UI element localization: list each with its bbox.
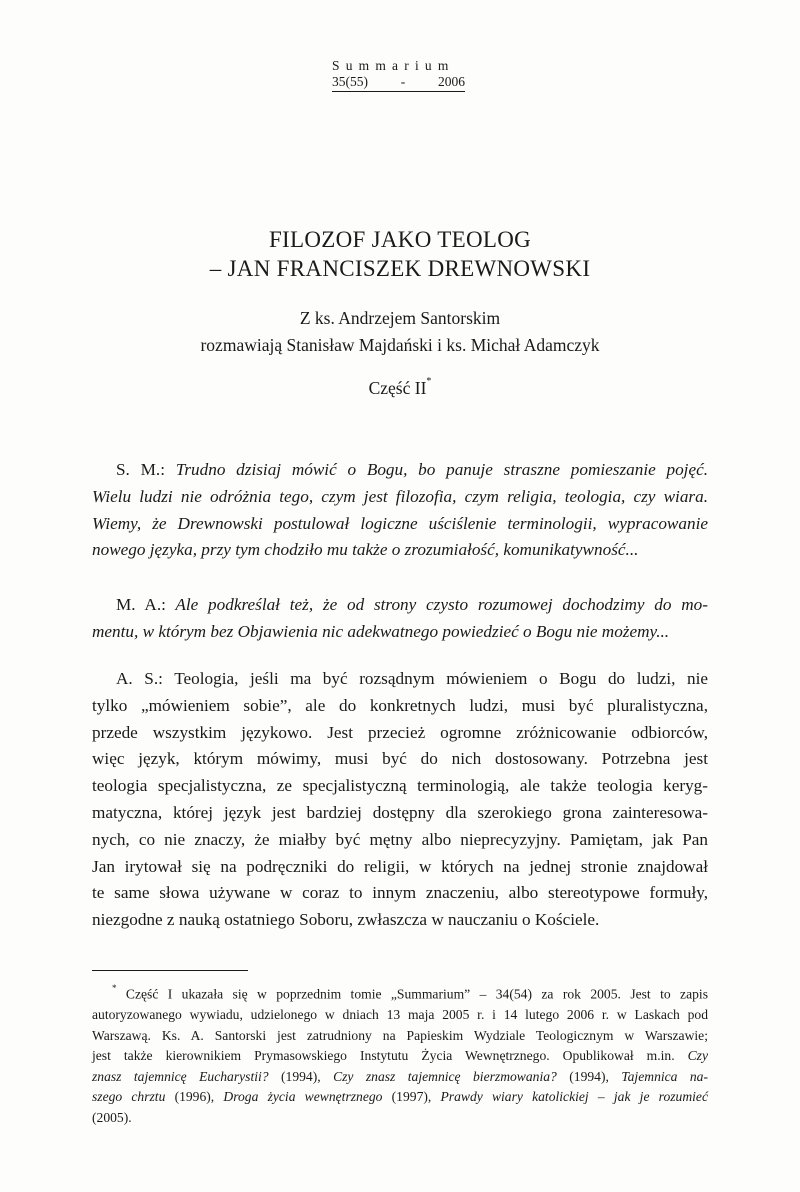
text-line: Wielu ludzi nie odróżnia tego, czym jest filozofia, czym religia, teologia, czy wiara.	[92, 486, 708, 506]
footnote-line	[92, 980, 708, 1005]
text-line: przede wszystkim językowo. Jest przecież ogromne zróżnicowanie odbiorców,	[92, 722, 708, 742]
journal-dash: -	[400, 74, 406, 89]
text-line: nych, co nie znaczy, że miałby być mętny albo nieprecyzyjny. Pamiętam, jak Pan	[92, 829, 708, 849]
text-line: Jan irytował się na podręczniki do religii, w których na jednej stronie znajdował	[92, 856, 708, 876]
speaker-label: M. A.:	[116, 595, 166, 614]
book-title: znasz tajemnicę Eucharystii?	[92, 1068, 269, 1084]
article-title	[0, 225, 800, 283]
footnote-line	[92, 1046, 708, 1067]
subtitle-line-1: Z ks. Andrzejem Santorskim	[299, 308, 501, 328]
text-line	[92, 457, 708, 484]
journal-volume: 35(55)	[332, 74, 368, 89]
paragraph-ma	[92, 592, 708, 646]
subtitle-line-2: rozmawiają Stanisław Majdański i ks. Michał Adamczyk	[200, 335, 600, 355]
paragraph-sm	[92, 457, 708, 564]
footnote-line: autoryzowanego wywiadu, udzielonego w dniach 13 maja 2005 r. i 14 lutego 2006 r. w Laskach pod	[92, 1007, 708, 1023]
footnote-divider	[92, 970, 248, 971]
journal-header	[332, 58, 465, 92]
text-line: więc język, którym mówimy, musi być do nich dostosowany. Potrzebna jest	[92, 749, 708, 769]
title-line-1: FILOZOF JAKO TEOLOG	[268, 227, 532, 252]
text-line: nowego języka, przy tym chodziło mu także o zrozumiałość, komunikatywność...	[92, 540, 639, 560]
text-line	[92, 592, 708, 619]
text-line	[92, 666, 708, 693]
footnote-line	[92, 1067, 708, 1088]
speaker-label: S. M.:	[116, 460, 165, 479]
text-line: te same słowa używane w coraz to innym znaczeniu, albo stereotypowe formuły,	[92, 883, 708, 903]
line-text: Trudno dzisiaj mówić o Bogu, bo panuje straszne pomieszanie pojęć.	[175, 460, 708, 479]
footnote-line: Warszawą. Ks. A. Santorski jest zatrudniony na Papieskim Wydziale Teologicznym w Warszawie;	[92, 1027, 708, 1043]
journal-year: 2006	[438, 74, 465, 89]
book-year: (1994),	[569, 1068, 609, 1084]
book-year: (1996),	[174, 1089, 215, 1105]
footnote-mark: *	[112, 983, 117, 993]
footnote	[92, 980, 708, 1128]
text-line: matyczna, której język jest bardziej dostępny dla szerokiego grona zainteresowa-	[92, 802, 708, 822]
text-line: mentu, w którym bez Objawienia nic adekwatnego powiedzieć o Bogu nie możemy...	[92, 621, 670, 641]
book-title: Prawdy wiary katolickiej – jak je rozumieć	[440, 1089, 708, 1105]
journal-issue	[332, 74, 465, 92]
line-text: Ale podkreślał też, że od strony czysto rozumowej dochodzimy do mo-	[175, 595, 708, 614]
book-title: Tajemnica na-	[621, 1068, 708, 1084]
line-text: Teologia, jeśli ma być rozsądnym mówieniem o Bogu do ludzi, nie	[174, 669, 708, 688]
book-title: Czy	[687, 1048, 708, 1064]
part-label	[0, 378, 800, 399]
book-title: Droga życia wewnętrznego	[223, 1089, 383, 1105]
book-title: szego chrztu	[92, 1089, 166, 1105]
text-line: niezgodne z nauką ostatniego Soboru, zwłaszcza w nauczaniu o Kościele.	[92, 910, 600, 930]
footnote-text: jest także kierownikiem Prymasowskiego Instytutu Życia Wewnętrznego. Opublikował m.in.	[92, 1048, 675, 1064]
book-year: (1997),	[391, 1089, 432, 1105]
footnote-marker: *	[426, 376, 432, 388]
text-line: teologia specjalistyczna, ze specjalistyczną terminologią, ale także teologia keryg-	[92, 776, 708, 796]
speaker-label: A. S.:	[116, 669, 163, 688]
book-year: (1994),	[281, 1068, 321, 1084]
article-subtitle	[0, 305, 800, 359]
footnote-line: (2005).	[92, 1109, 132, 1125]
book-title: Czy znasz tajemnicę bierzmowania?	[333, 1068, 557, 1084]
footnote-line	[92, 1087, 708, 1108]
footnote-text: Część I ukazała się w poprzednim tomie „Summarium” – 34(54) za rok 2005. Jest to zapis	[125, 986, 708, 1002]
part-label-text: Część II	[368, 378, 427, 398]
title-line-2: – JAN FRANCISZEK DREWNOWSKI	[209, 256, 591, 281]
text-line: tylko „mówieniem sobie”, ale do konkretnych ludzi, musi być pluralistyczna,	[92, 695, 708, 715]
journal-name: Summarium	[332, 58, 455, 73]
text-line: Wiemy, że Drewnowski postulował logiczne uściślenie terminologii, wypracowanie	[92, 513, 708, 533]
paragraph-as	[92, 666, 708, 934]
